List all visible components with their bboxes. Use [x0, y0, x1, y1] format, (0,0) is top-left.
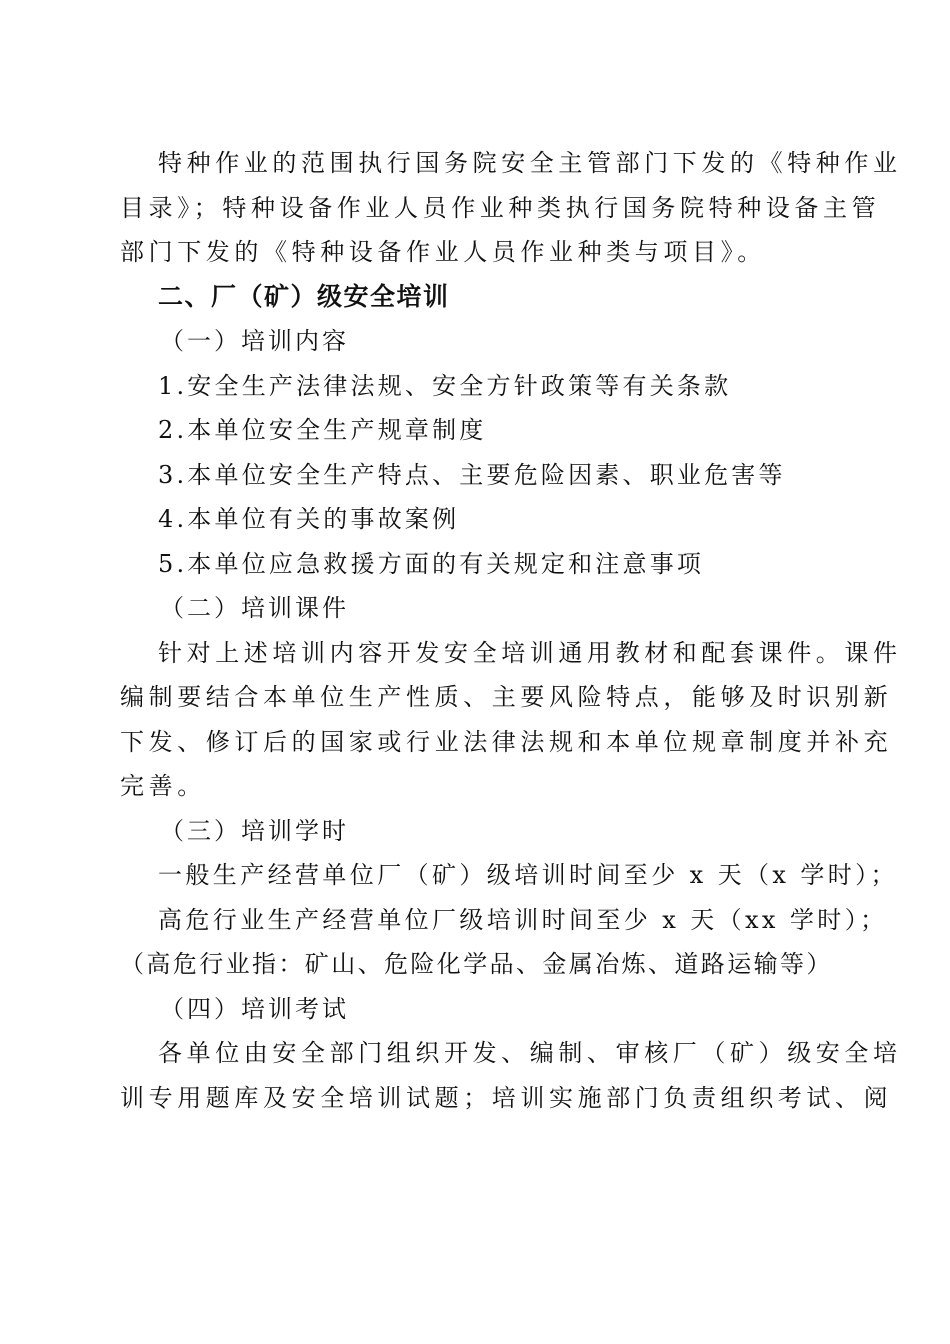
courseware-title: （二）培训课件	[160, 594, 349, 622]
content-item-1: 1.安全生产法律法规、安全方针政策等有关条款	[158, 372, 732, 400]
hours-line-2: 高危行业生产经营单位厂级培训时间至少 x 天（xx 学时）；	[158, 906, 888, 934]
content-item-5: 5.本单位应急救援方面的有关规定和注意事项	[158, 550, 705, 578]
intro-line-1: 特种作业的范围执行国务院安全主管部门下发的《特种作业	[158, 149, 902, 177]
courseware-line-3: 下发、修订后的国家或行业法律法规和本单位规章制度并补充	[120, 728, 893, 756]
exam-line-1: 各单位由安全部门组织开发、编制、审核厂（矿）级安全培	[158, 1039, 902, 1067]
content-title: （一）培训内容	[160, 327, 349, 355]
hours-line-3: （高危行业指：矿山、危险化学品、金属冶炼、道路运输等）	[120, 950, 833, 978]
content-item-4: 4.本单位有关的事故案例	[158, 505, 460, 533]
courseware-line-1: 针对上述培训内容开发安全培训通用教材和配套课件。课件	[158, 639, 902, 667]
exam-title: （四）培训考试	[160, 995, 349, 1023]
intro-line-2: 目录》；特种设备作业人员作业种类执行国务院特种设备主管	[120, 194, 881, 222]
exam-line-2: 训专用题库及安全培训试题；培训实施部门负责组织考试、阅	[120, 1084, 893, 1112]
hours-title: （三）培训学时	[160, 817, 349, 845]
courseware-line-2: 编制要结合本单位生产性质、主要风险特点，能够及时识别新	[120, 683, 893, 711]
content-item-2: 2.本单位安全生产规章制度	[158, 416, 487, 444]
courseware-line-4: 完善。	[120, 772, 206, 800]
section-title: 二、厂（矿）级安全培训	[158, 282, 450, 311]
content-item-3: 3.本单位安全生产特点、主要危险因素、职业危害等	[158, 461, 786, 489]
hours-line-1: 一般生产经营单位厂（矿）级培训时间至少 x 天（x 学时）；	[158, 861, 898, 889]
intro-line-3: 部门下发的《特种设备作业人员作业种类与项目》。	[120, 238, 766, 266]
